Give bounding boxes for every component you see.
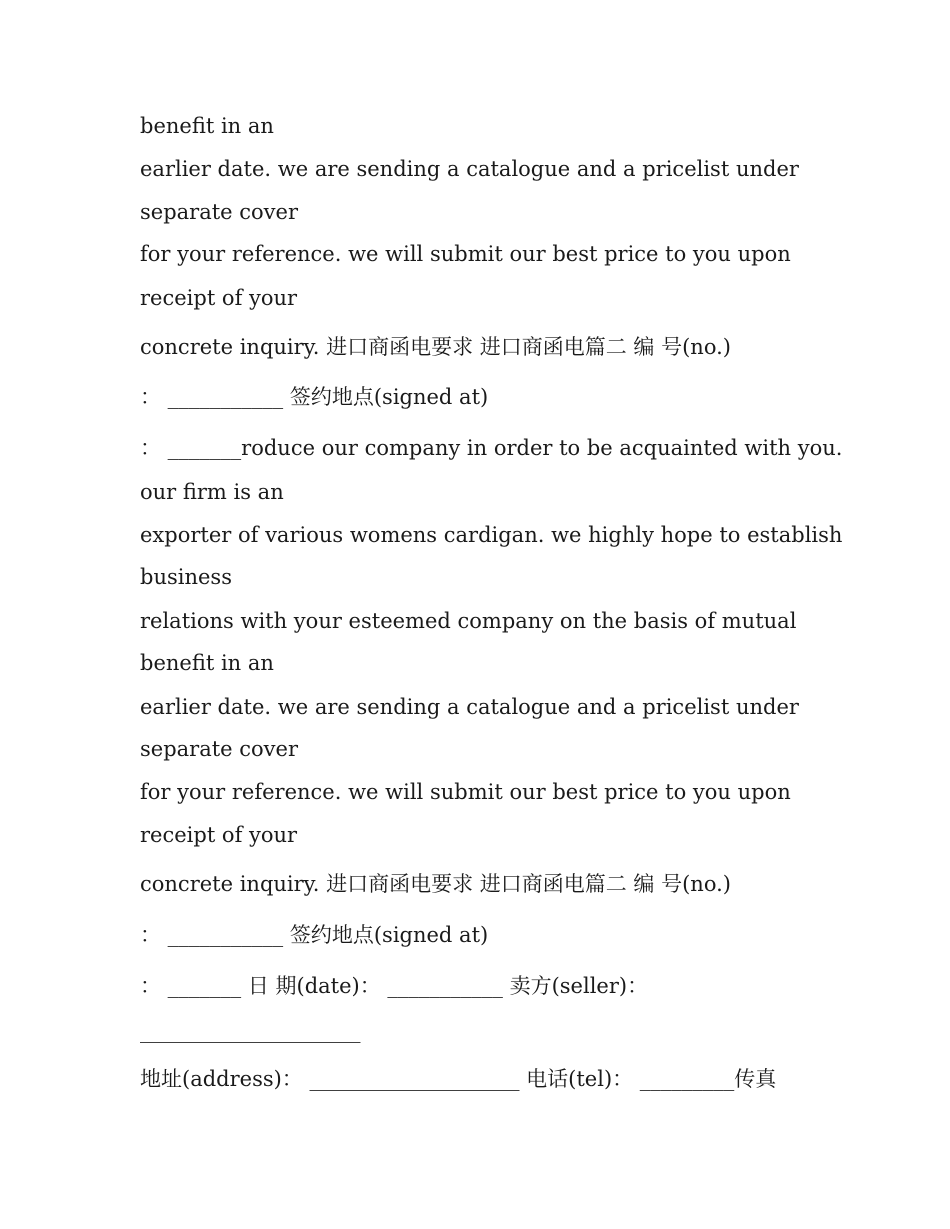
text-line: for your reference. we will submit our best price to you upon: [140, 780, 791, 804]
text-line: receipt of your: [140, 823, 298, 847]
text-line: ： _______roduce our company in order to be acquainted with you.: [140, 436, 843, 460]
text-line: relations with your esteemed company on the basis of mutual: [140, 609, 797, 633]
text-line: 地址(address)： ____________________ 电话(tel)： _________传真: [140, 1067, 777, 1091]
text-line: exporter of various womens cardigan. we highly hope to establish: [140, 523, 843, 547]
text-line: for your reference. we will submit our best price to you upon: [140, 242, 791, 266]
text-line: separate cover: [140, 200, 299, 224]
text-line: ： ___________ 签约地点(signed at): [140, 923, 489, 947]
text-line: benefit in an: [140, 651, 274, 675]
text-line: earlier date. we are sending a catalogue and a pricelist under: [140, 695, 799, 719]
text-line: our firm is an: [140, 480, 284, 504]
text-line: earlier date. we are sending a catalogue and a pricelist under: [140, 157, 799, 181]
text-line: separate cover: [140, 737, 299, 761]
text-line: concrete inquiry. 进口商函电要求 进口商函电篇二 编 号(no.): [140, 335, 731, 359]
text-line: business: [140, 565, 232, 589]
text-line: concrete inquiry. 进口商函电要求 进口商函电篇二 编 号(no.): [140, 872, 731, 896]
text-line: receipt of your: [140, 286, 298, 310]
text-line: ： _______ 日 期(date)： ___________ 卖方(seller)：: [140, 974, 649, 998]
text-line: _____________________: [140, 1019, 361, 1043]
text-line: benefit in an: [140, 114, 274, 138]
text-line: ： ___________ 签约地点(signed at): [140, 385, 489, 409]
